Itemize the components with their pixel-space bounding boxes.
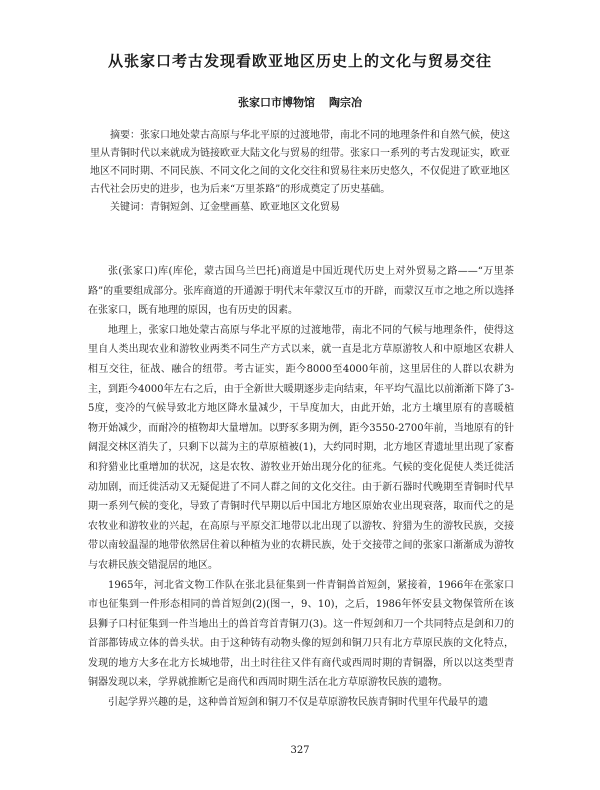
article-body bbox=[88, 262, 514, 713]
body-paragraph: 1965年，河北省文物工作队在张北县征集到一件青铜兽首短剑，紧接着，1966年在张家口市也征集到一件形态相同的兽首短剑(2)(图一，9、10)，之后，1986年怀安县文物保管所在该县狮子口村征集到一件当地出土的兽首弯首青铜刀(3)。这一件短剑和刀一个共同特点是剑和刀的首部都铸成立体的兽头状。由于这种铸有动物头像的短剑和铜刀只有北方草原民族的文化特点，发现的地方大多在北方长城地带，出土时往往又伴有商代或西周时期的青铜器，所以以这类型青铜器发现以来，学界就推断它是商代和西周时期生活在北方草原游牧民族的遗物。 bbox=[88, 579, 514, 689]
author-byline bbox=[0, 94, 600, 110]
body-paragraph: 引起学界兴趣的是，这种兽首短剑和铜刀不仅是草原游牧民族青铜时代里年代最早的遗 bbox=[108, 697, 488, 709]
body-paragraph: 地理上，张家口地处蒙古高原与华北平原的过渡地带，南北不同的气候与地理条件，使得这里自人类出现农业和游牧业两类不同生产方式以来，就一直是北方草原游牧人和中原地区农耕人相互交往，征战、融合的纽带。考古证实，距今8000至4000年前，这里居住的人群以农耕为主，到距今4000年左右之后，由于全新世大暖期逐步走向结束，年平均气温比以前渐渐下降了3-5度，变冷的气候导致北方地区降水量减少，干旱度加大，由此开始，北方土壤里原有的喜暖植物开始减少，而耐冷的植物却大量增加。以野豕多期为例，距今3550-2700年前，当地原有的针阔混交林区消失了，只剩下以蒿为主的草原植被(1)，大约同时期，北方地区青遗址里出现了家畜和狩猎业比重增加的状况，这是农牧、游牧业开始出现分化的征兆。气候的变化促使人类迁徙活动加剧，而迁徙活动又无疑促进了不同人群之间的文化交往。由于新石器时代晚期至青铜时代早期一系列气候的变化，导致了青铜时代早期以后中国北方地区原始农业出现衰落，取而代之的是农牧业和游牧业的兴起，在高原与平原交汇地带以北出现了以游牧、狩猎为生的游牧民族，交接带以南较温湿的地带依然居住着以种植为业的农耕民族，处于交接带之间的张家口渐渐成为游牧与农耕民族交错混居的地区。 bbox=[88, 324, 514, 571]
article-title: 从张家口考古发现看欧亚地区历史上的文化与贸易交往 bbox=[107, 52, 492, 70]
abstract-text: 摘要：张家口地处蒙古高原与华北平原的过渡地带，南北不同的地理条件和自然气候，使这里从青铜时代以来就成为链接欧亚大陆文化与贸易的纽带。张家口一系列的考古发现证实，欧亚地区不同时期、不同民族、不同文化之间的文化交往和贸易往来历史悠久，不仅促进了欧亚地区古代社会历史的进步，也为后来“万里茶路”的形成奠定了历史基础。 bbox=[90, 130, 510, 195]
page-number: 327 bbox=[290, 745, 310, 756]
abstract-section bbox=[90, 127, 510, 217]
keywords-line: 关键词：青铜短剑、辽金壁画墓、欧亚地区文化贸易 bbox=[110, 202, 340, 213]
author-affiliation: 张家口市博物馆 bbox=[238, 96, 315, 109]
body-paragraph: 张(张家口)库(库伦，蒙古国乌兰巴托)商道是中国近现代历史上对外贸易之路——“万里茶路”的重要组成部分。张库商道的开通源于明代末年蒙汉互市的开辟，而蒙汉互市之地之所以选择在张家口，既有地理的原因，也有历史的因素。 bbox=[88, 266, 514, 317]
author-name: 陶宗冶 bbox=[329, 96, 362, 109]
